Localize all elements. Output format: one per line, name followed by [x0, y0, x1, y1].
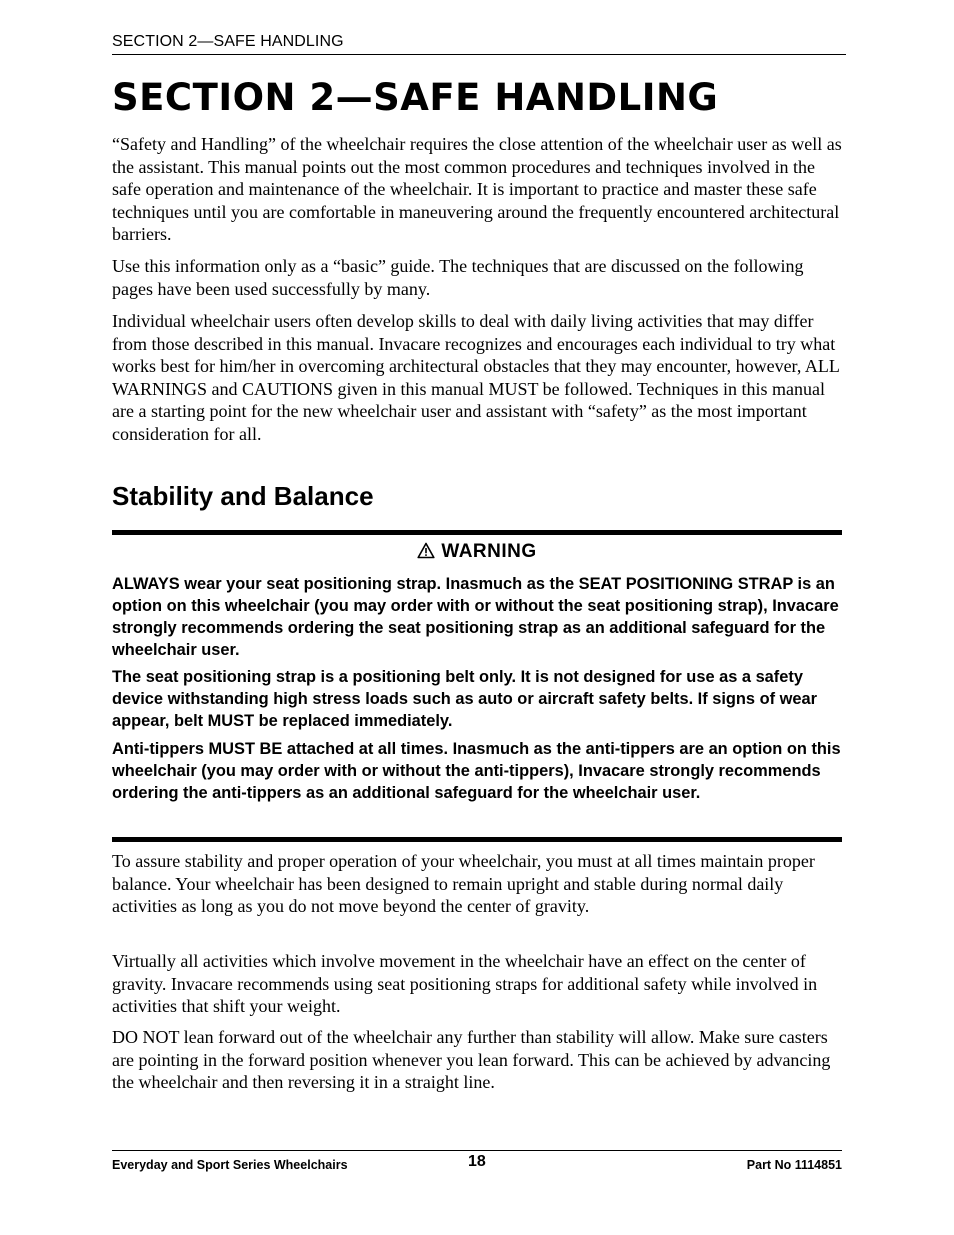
page-number: 18	[468, 1153, 486, 1170]
warning-paragraph-1: ALWAYS wear your seat positioning strap. Inasmuch as the SEAT POSITIONING STRAP is an option on this wheelchair (you may order with or without the seat positioning strap), Invacare strongly recommends ordering the seat positioning strap as an additional safeguard for the wheelchair user.	[112, 575, 839, 659]
intro-paragraph-1: “Safety and Handling” of the wheelchair requires the close attention of the wheelchair user as well as the assistant. This manual points out the most common procedures and techniques involved in the safe operation and maintenance of the wheelchair. It is important to practice and master these safe techniques until you are comfortable in maneuvering around the frequently encountered architectural barriers.	[112, 134, 842, 244]
page-title: SECTION 2—SAFE HANDLING	[112, 76, 719, 119]
intro-paragraph-2: Use this information only as a “basic” guide. The techniques that are discussed on the following pages have been used successfully by many.	[112, 256, 804, 299]
stability-paragraph-3: DO NOT lean forward out of the wheelchair any further than stability will allow. Make sure casters are pointing in the forward position whenever you lean forward. This can be achieved by advancing the wheelchair and then reversing it in a straight line.	[112, 1027, 831, 1092]
footer-rule	[112, 1150, 842, 1151]
running-head: SECTION 2—SAFE HANDLING	[112, 33, 846, 55]
warning-paragraph-3: Anti-tippers MUST BE attached at all times. Inasmuch as the anti-tippers are an option on this wheelchair (you may order with or without the anti-tippers), Invacare strongly recommends ordering the anti-tippers as an additional safeguard for the wheelchair user.	[112, 740, 841, 802]
warning-bottom-rule	[112, 837, 842, 842]
footer-part-number: Part No 1114851	[746, 1158, 842, 1172]
warning-triangle-icon	[417, 542, 435, 559]
intro-paragraph-3: Individual wheelchair users often develop skills to deal with daily living activities that may differ from those described in this manual. Invacare recognizes and encourages each individual to try what works best for him/her in overcoming architectural obstacles that they may encounter, however, ALL WARNINGS and CAUTIONS given in this manual MUST be followed. Techniques in this manual are a starting point for the new wheelchair user and assistant with “safety” as the most important consideration for all.	[112, 311, 840, 444]
warning-top-rule	[112, 530, 842, 535]
warning-title-text: WARNING	[441, 541, 537, 562]
stability-paragraph-1: To assure stability and proper operation of your wheelchair, you must at all times maintain proper balance. Your wheelchair has been designed to remain upright and stable during normal daily activities as long as you do not move beyond the center of gravity.	[112, 851, 815, 916]
stability-paragraph-2: Virtually all activities which involve movement in the wheelchair have an effect on the center of gravity. Invacare recommends using seat positioning straps for additional safety while involved in activities that shift your weight.	[112, 951, 818, 1016]
section-heading: Stability and Balance	[112, 481, 374, 511]
warning-title	[112, 538, 842, 566]
warning-paragraph-2: The seat positioning strap is a positioning belt only. It is not designed for use as a safety device withstanding high stress loads such as auto or aircraft safety belts. If signs of wear appear, belt MUST be replaced immediately.	[112, 668, 817, 730]
footer-title: Everyday and Sport Series Wheelchairs	[112, 1158, 348, 1172]
